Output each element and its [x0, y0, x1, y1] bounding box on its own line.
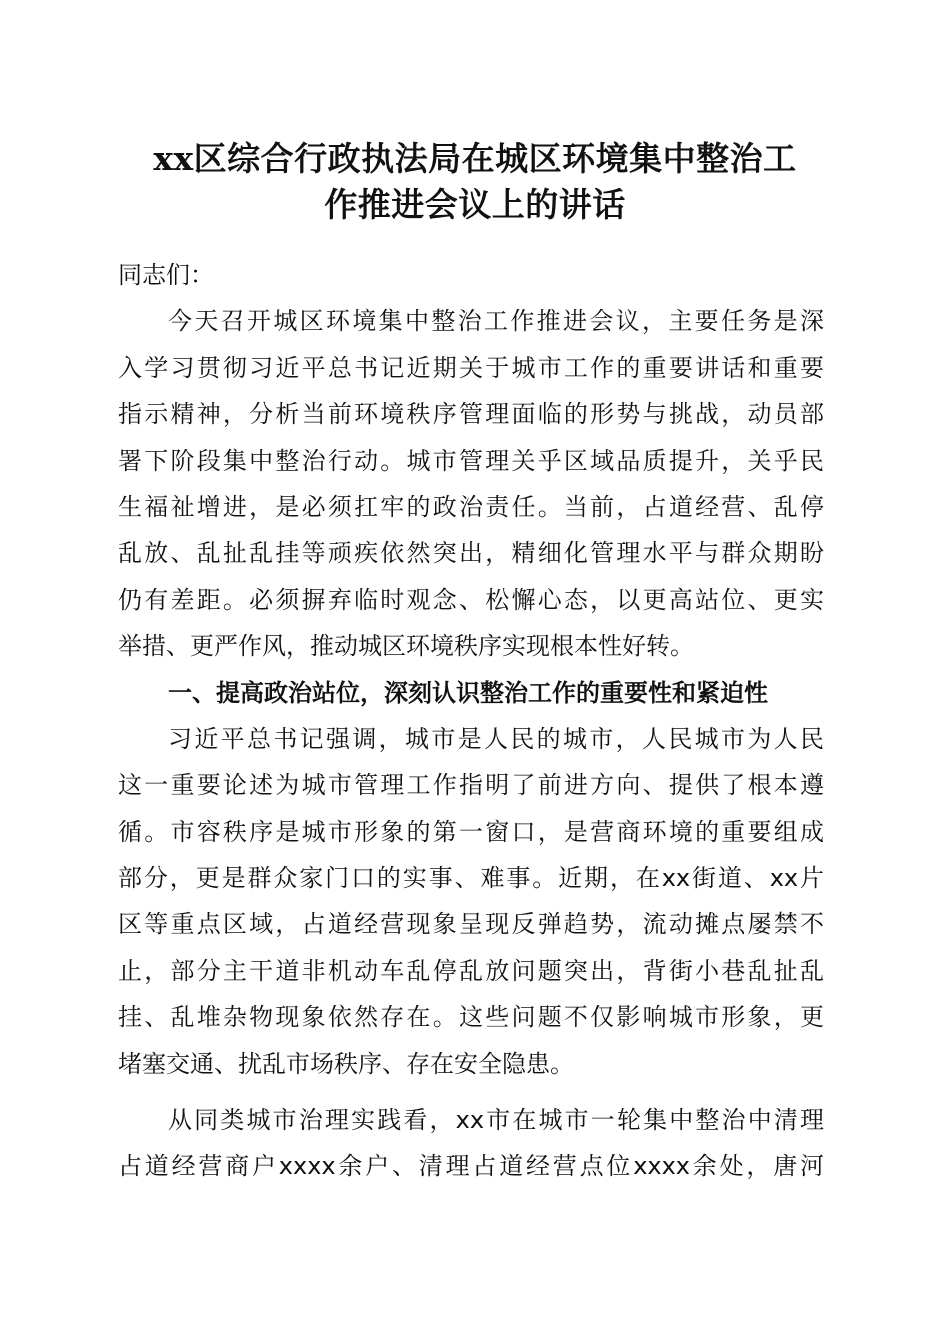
paragraph-line: 署下阶段集中整治行动。城市管理关乎区域品质提升，关乎民 — [118, 446, 824, 475]
section-heading-1: 一、提高政治站位，深刻认识整治工作的重要性和紧迫性 — [168, 678, 768, 707]
paragraph-line: 占道经营商户xxxx余户、清理占道经营点位xxxx余处，唐河 — [118, 1152, 824, 1181]
paragraph-line: 挂、乱堆杂物现象依然存在。这些问题不仅影响城市形象，更 — [118, 1003, 824, 1032]
paragraph-2 — [118, 716, 824, 1087]
paragraph-line: 今天召开城区环境集中整治工作推进会议，主要任务是深 — [168, 307, 824, 336]
paragraph-line: 习近平总书记强调，城市是人民的城市，人民城市为人民 — [168, 724, 824, 753]
paragraph-line: 仍有差距。必须摒弃临时观念、松懈心态，以更高站位、更实 — [118, 585, 824, 614]
paragraph-line: 从同类城市治理实践看，xx市在城市一轮集中整治中清理 — [168, 1106, 824, 1135]
paragraph-gap — [118, 1087, 824, 1097]
paragraph-line: 止，部分主干道非机动车乱停乱放问题突出，背街小巷乱扯乱 — [118, 956, 824, 985]
paragraph-line: 举措、更严作风，推动城区环境秩序实现根本性好转。 — [118, 632, 694, 661]
document-body — [118, 252, 824, 1190]
paragraph-line: 指示精神，分析当前环境秩序管理面临的形势与挑战，动员部 — [118, 400, 824, 429]
paragraph-line: 部分，更是群众家门口的实事、难事。近期，在xx街道、xx片 — [118, 864, 824, 893]
paragraph-line: 循。市容秩序是城市形象的第一窗口，是营商环境的重要组成 — [118, 817, 824, 846]
title-line-1: xx区综合行政执法局在城区环境集中整治工 — [153, 139, 797, 178]
paragraph-line: 入学习贯彻习近平总书记近期关于城市工作的重要讲话和重要 — [118, 353, 824, 382]
paragraph-3 — [118, 1097, 824, 1190]
title-line-2: 作推进会议上的讲话 — [324, 185, 626, 224]
paragraph-line: 这一重要论述为城市管理工作指明了前进方向、提供了根本遵 — [118, 771, 824, 800]
paragraph-line: 乱放、乱扯乱挂等顽疾依然突出，精细化管理水平与群众期盼 — [118, 539, 824, 568]
salutation: 同志们： — [118, 261, 214, 289]
paragraph-line: 区等重点区域，占道经营现象呈现反弹趋势，流动摊点屡禁不 — [118, 910, 824, 939]
paragraph-1 — [118, 298, 824, 669]
paragraph-line: 堵塞交通、扰乱市场秩序、存在安全隐患。 — [118, 1049, 574, 1078]
document-title — [110, 136, 840, 228]
paragraph-line: 生福祉增进，是必须扛牢的政治责任。当前，占道经营、乱停 — [118, 492, 824, 521]
